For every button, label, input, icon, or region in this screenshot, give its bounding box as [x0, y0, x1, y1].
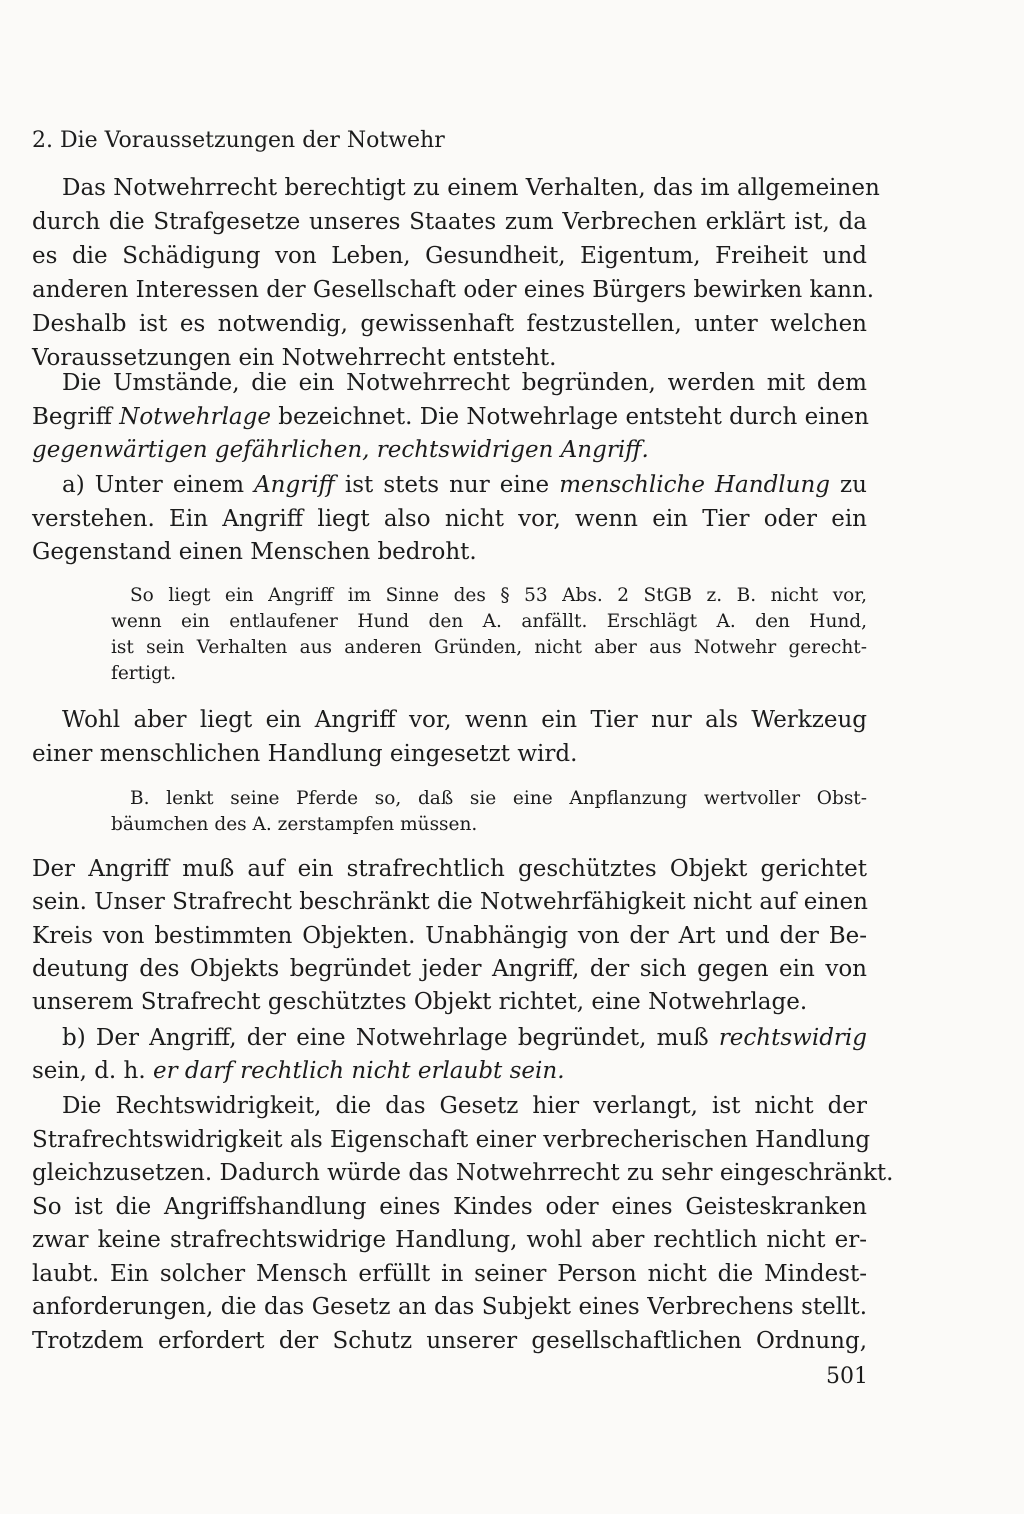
paragraph-line: Deshalb ist es notwendig, gewissenhaft festzustellen, unter welchen	[32, 311, 867, 337]
example-line: ist sein Verhalten aus anderen Gründen, nicht aber aus Notwehr gerecht-	[111, 637, 867, 658]
paragraph-line: Strafrechtswidrigkeit als Eigenschaft einer verbrecherischen Handlung	[32, 1127, 871, 1153]
emphasis-term: Angriff	[254, 472, 335, 498]
paragraph-line	[32, 474, 867, 497]
paragraph-line: einer menschlichen Handlung eingesetzt wird.	[32, 741, 578, 767]
paragraph-line: sein. Unser Strafrecht beschränkt die Notwehrfähigkeit nicht auf einen	[32, 889, 868, 915]
paragraph-line	[32, 406, 867, 429]
paragraph-line: gleichzusetzen. Dadurch würde das Notwehrrecht zu sehr eingeschränkt.	[32, 1160, 894, 1186]
section-heading: 2. Die Voraussetzungen der Notwehr	[32, 128, 445, 153]
emphasis-term: gegenwärtigen gefährlichen, rechtswidrigen Angriff.	[32, 437, 649, 463]
paragraph-line	[32, 439, 867, 462]
emphasis-term: er darf rechtlich nicht erlaubt sein.	[153, 1058, 565, 1084]
example-line: bäumchen des A. zerstampfen müssen.	[111, 814, 478, 835]
text-run: zu	[830, 472, 867, 498]
example-line: fertigt.	[111, 663, 177, 684]
paragraph-line: Kreis von bestimmten Objekten. Unabhängig von der Art und der Be-	[32, 923, 867, 949]
paragraph-line: laubt. Ein solcher Mensch erfüllt in seiner Person nicht die Mindest-	[32, 1261, 867, 1287]
emphasis-term: rechtswidrig	[718, 1025, 867, 1051]
paragraph-line	[32, 1027, 867, 1050]
text-run: a) Unter einem	[62, 472, 255, 498]
example-line: So liegt ein Angriff im Sinne des § 53 Abs. 2 StGB z. B. nicht vor,	[130, 585, 867, 606]
paragraph-line: unserem Strafrecht geschütztes Objekt richtet, eine Notwehrlage.	[32, 989, 808, 1015]
paragraph-line: anforderungen, die das Gesetz an das Subjekt eines Verbrechens stellt.	[32, 1294, 867, 1320]
text-run: ist stets nur eine	[334, 472, 560, 498]
text-run: sein, d. h.	[32, 1058, 153, 1084]
paragraph-line: Wohl aber liegt ein Angriff vor, wenn ein Tier nur als Werkzeug	[62, 707, 867, 733]
paragraph-line: Voraussetzungen ein Notwehrrecht entsteht.	[32, 345, 557, 371]
paragraph-line	[32, 1060, 867, 1083]
paragraph-line: anderen Interessen der Gesellschaft oder eines Bürgers bewirken kann.	[32, 277, 875, 303]
paragraph-line: Trotzdem erfordert der Schutz unserer gesellschaftlichen Ordnung,	[32, 1328, 867, 1354]
paragraph-line: Der Angriff muß auf ein strafrechtlich geschütztes Objekt gerichtet	[32, 856, 867, 882]
paragraph-line: Die Umstände, die ein Notwehrrecht begründen, werden mit dem	[62, 370, 867, 396]
paragraph-line: Die Rechtswidrigkeit, die das Gesetz hier verlangt, ist nicht der	[62, 1093, 867, 1119]
paragraph-line: verstehen. Ein Angriff liegt also nicht vor, wenn ein Tier oder ein	[32, 506, 867, 532]
paragraph-line: zwar keine strafrechtswidrige Handlung, wohl aber rechtlich nicht er-	[32, 1227, 867, 1253]
text-run: bezeichnet. Die Notwehrlage entsteht durch einen	[270, 404, 869, 430]
example-line: B. lenkt seine Pferde so, daß sie eine Anpflanzung wertvoller Obst-	[130, 788, 867, 809]
paragraph-line: Gegenstand einen Menschen bedroht.	[32, 539, 477, 565]
emphasis-term: Notwehrlage	[119, 404, 271, 430]
text-run: b) Der Angriff, der eine Notwehrlage begründet, muß	[62, 1025, 719, 1051]
paragraph-line: es die Schädigung von Leben, Gesundheit, Eigentum, Freiheit und	[32, 243, 867, 269]
paragraph-line: durch die Strafgesetze unseres Staates zum Verbrechen erklärt ist, da	[32, 209, 867, 235]
paragraph-line: So ist die Angriffshandlung eines Kindes oder eines Geisteskranken	[32, 1194, 867, 1220]
paragraph-line: deutung des Objekts begründet jeder Angriff, der sich gegen ein von	[32, 956, 867, 982]
text-run: Begriff	[32, 404, 120, 430]
example-line: wenn ein entlaufener Hund den A. anfällt. Erschlägt A. den Hund,	[111, 611, 867, 632]
emphasis-term: menschliche Handlung	[559, 472, 831, 498]
page-number: 501	[826, 1364, 868, 1389]
paragraph-line: Das Notwehrrecht berechtigt zu einem Verhalten, das im allgemeinen	[62, 175, 880, 201]
